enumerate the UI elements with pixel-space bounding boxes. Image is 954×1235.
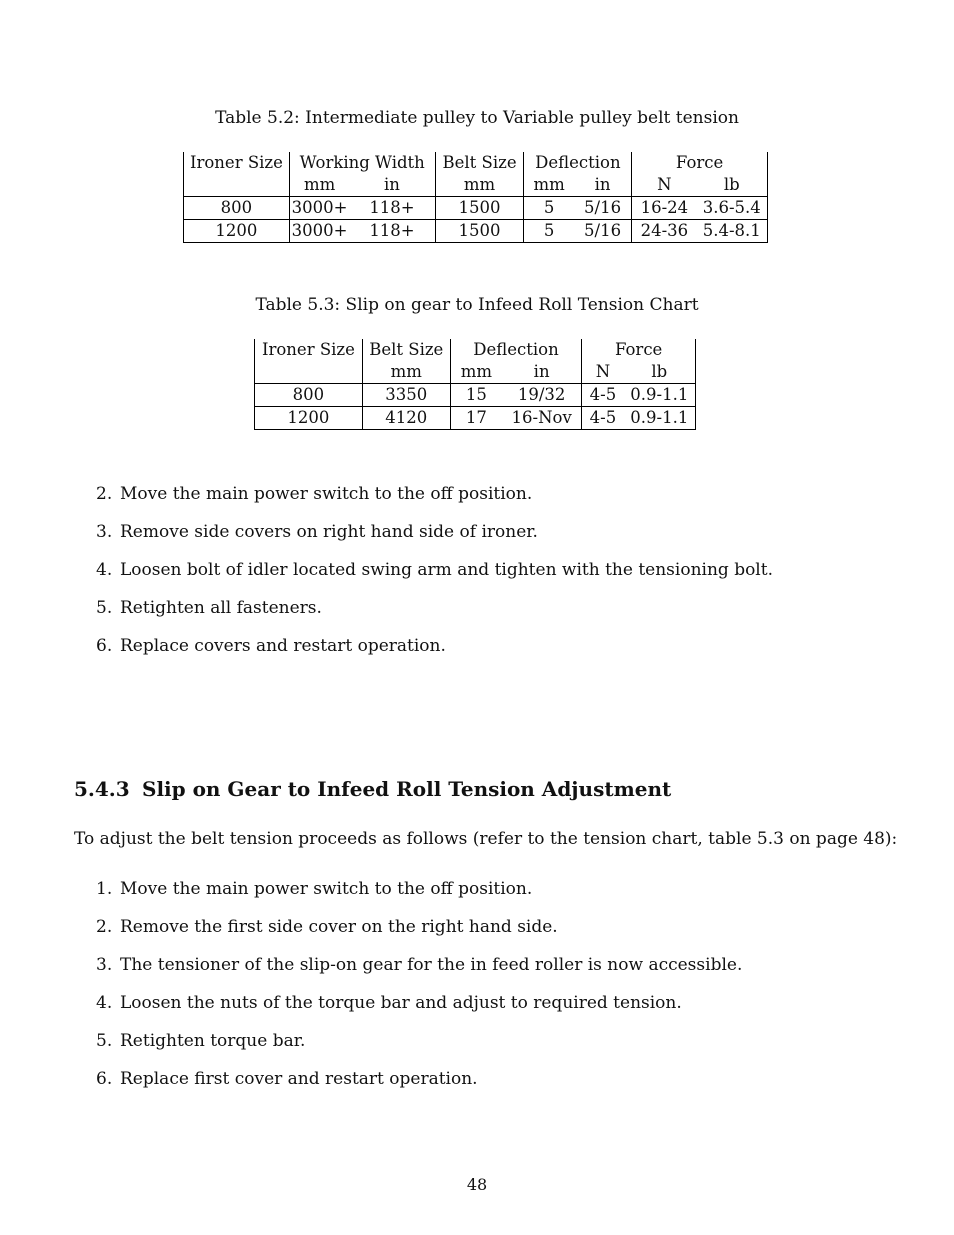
section-intro: To adjust the belt tension proceeds as follows (refer to the tension chart, table 5.3 on page 48): (74, 829, 898, 849)
unit-force-n: N (632, 174, 697, 197)
list-text: Retighten all fasteners. (120, 598, 322, 618)
header-force: Force (582, 339, 696, 361)
list-number: 2. (96, 484, 113, 504)
list-number: 4. (96, 993, 113, 1013)
cell-force-n: 16-24 (632, 197, 697, 220)
list-item (96, 1069, 478, 1089)
section-title: Slip on Gear to Infeed Roll Tension Adjustment (142, 777, 672, 801)
cell-force-lb: 5.4-8.1 (697, 220, 768, 243)
header-belt-size: Belt Size (362, 339, 450, 361)
table-5-2 (183, 152, 768, 243)
list-item (96, 522, 538, 542)
list-number: 3. (96, 522, 113, 542)
table-5-3-caption: Table 5.3: Slip on gear to Infeed Roll Tension Chart (255, 295, 699, 315)
list-text: Loosen the nuts of the torque bar and adjust to required tension. (120, 993, 682, 1013)
list-text: Remove side covers on right hand side of ironer. (120, 522, 538, 542)
cell-belt-mm: 3350 (362, 384, 450, 407)
cell-def-in: 5/16 (574, 220, 632, 243)
cell-def-mm: 15 (450, 384, 502, 407)
list-number: 4. (96, 560, 113, 580)
unit-def-in: in (502, 361, 582, 384)
cell-belt-mm: 4120 (362, 407, 450, 430)
table-row (255, 384, 696, 407)
cell-ww-in: 118+ (349, 197, 435, 220)
page-number: 48 (466, 1175, 488, 1194)
cell-def-mm: 5 (524, 220, 574, 243)
cell-ironer: 800 (184, 197, 290, 220)
cell-ww-mm: 3000+ (289, 220, 349, 243)
cell-ww-mm: 3000+ (289, 197, 349, 220)
list-item (96, 484, 532, 504)
table-5-2-caption: Table 5.2: Intermediate pulley to Variable pulley belt tension (215, 108, 739, 128)
cell-force-lb: 0.9-1.1 (624, 384, 696, 407)
unit-ww-in: in (349, 174, 435, 197)
cell-def-mm: 17 (450, 407, 502, 430)
list-number: 5. (96, 598, 113, 618)
list-number: 6. (96, 636, 113, 656)
list-item (96, 917, 558, 937)
cell-force-lb: 3.6-5.4 (697, 197, 768, 220)
list-item (96, 560, 773, 580)
header-deflection: Deflection (450, 339, 582, 361)
header-ironer-size: Ironer Size (255, 339, 363, 361)
unit-force-lb: lb (697, 174, 768, 197)
cell-ww-in: 118+ (349, 220, 435, 243)
cell-force-n: 24-36 (632, 220, 697, 243)
list-number: 6. (96, 1069, 113, 1089)
list-text: Move the main power switch to the off position. (120, 484, 533, 504)
list-number: 5. (96, 1031, 113, 1051)
table-row (184, 220, 768, 243)
cell-def-in: 16-Nov (502, 407, 582, 430)
section-heading (74, 777, 671, 801)
cell-force-n: 4-5 (582, 407, 624, 430)
unit-ww-mm: mm (289, 174, 349, 197)
list-item (96, 598, 322, 618)
unit-def-mm: mm (450, 361, 502, 384)
section-number: 5.4.3 (74, 777, 130, 801)
list-text: Loosen bolt of idler located swing arm and tighten with the tensioning bolt. (120, 560, 773, 580)
cell-def-in: 5/16 (574, 197, 632, 220)
list-number: 3. (96, 955, 113, 975)
unit-belt-mm: mm (362, 361, 450, 384)
table-row (184, 197, 768, 220)
list-text: Move the main power switch to the off position. (120, 879, 533, 899)
cell-def-mm: 5 (524, 197, 574, 220)
cell-belt-mm: 1500 (435, 220, 524, 243)
header-working-width: Working Width (289, 152, 435, 174)
list-item (96, 993, 682, 1013)
list-item (96, 879, 532, 899)
list-text: Remove the first side cover on the right hand side. (120, 917, 558, 937)
unit-force-lb: lb (624, 361, 696, 384)
unit-def-in: in (574, 174, 632, 197)
cell-force-lb: 0.9-1.1 (624, 407, 696, 430)
list-text: Replace covers and restart operation. (120, 636, 446, 656)
list-number: 1. (96, 879, 113, 899)
cell-def-in: 19/32 (502, 384, 582, 407)
unit-def-mm: mm (524, 174, 574, 197)
cell-ironer: 1200 (255, 407, 363, 430)
header-ironer-size: Ironer Size (184, 152, 290, 174)
list-item (96, 955, 742, 975)
header-deflection: Deflection (524, 152, 632, 174)
list-item (96, 1031, 305, 1051)
list-number: 2. (96, 917, 113, 937)
list-text: Retighten torque bar. (120, 1031, 306, 1051)
list-text: Replace first cover and restart operation. (120, 1069, 478, 1089)
cell-force-n: 4-5 (582, 384, 624, 407)
cell-belt-mm: 1500 (435, 197, 524, 220)
header-force: Force (632, 152, 768, 174)
list-text: The tensioner of the slip-on gear for the in feed roller is now accessible. (120, 955, 743, 975)
list-item (96, 636, 446, 656)
table-row (255, 407, 696, 430)
header-belt-size: Belt Size (435, 152, 524, 174)
table-5-3 (254, 339, 696, 430)
cell-ironer: 800 (255, 384, 363, 407)
unit-force-n: N (582, 361, 624, 384)
unit-belt-mm: mm (435, 174, 524, 197)
cell-ironer: 1200 (184, 220, 290, 243)
